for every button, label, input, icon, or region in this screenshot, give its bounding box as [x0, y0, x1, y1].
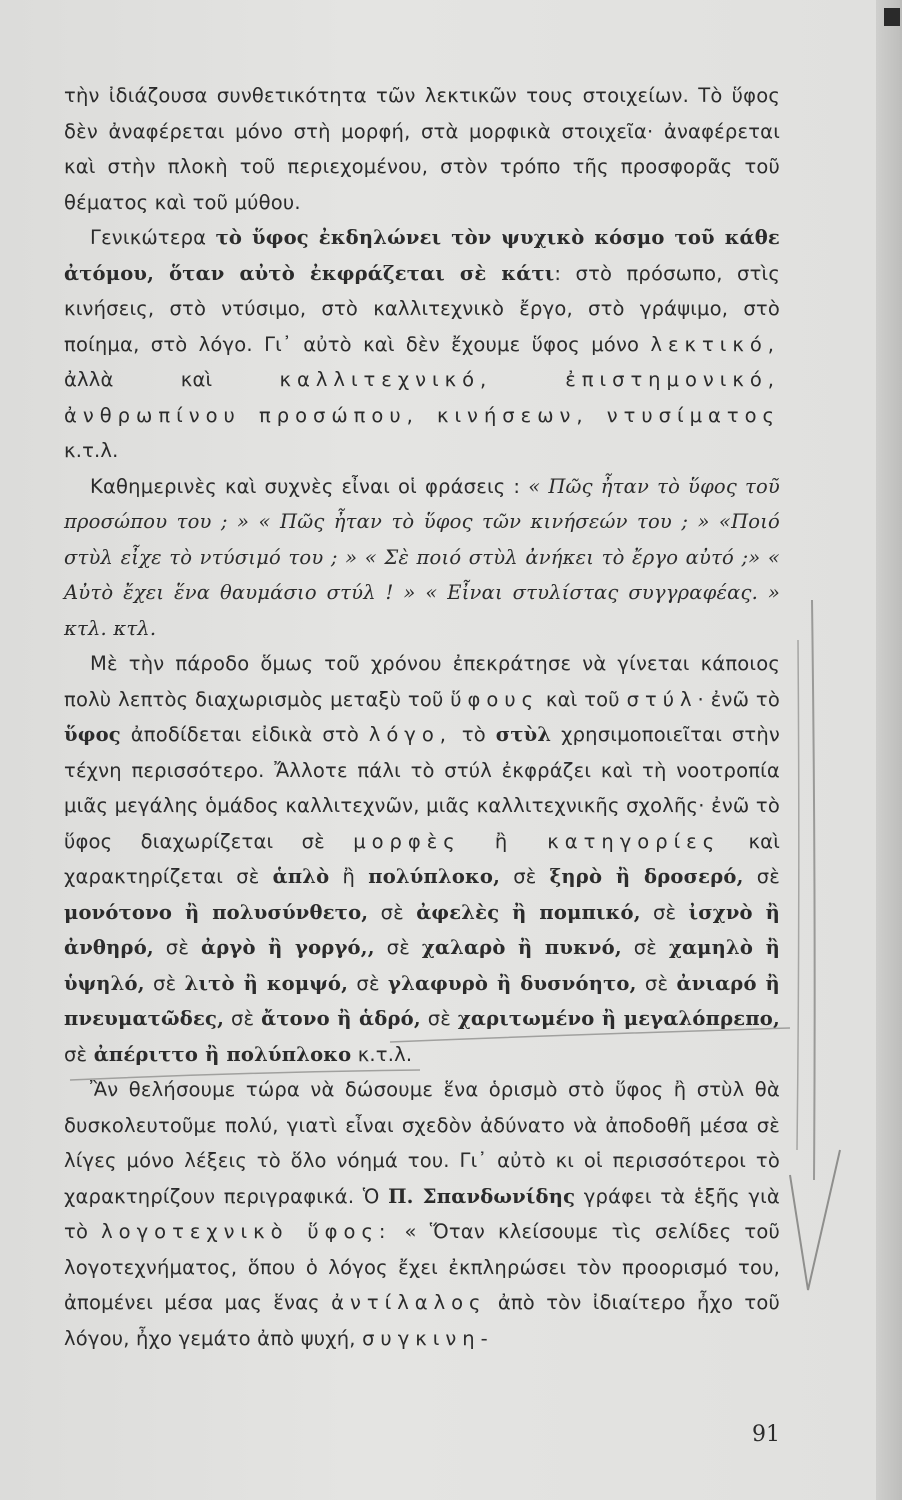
paragraph-2: Γενικώτερα τὸ ὕφος ἐκδηλώνει τὸν ψυχικὸ κόσμο τοῦ κάθε ἀτόμου, ὅταν αὐτὸ ἐκφράζεται σὲ κάτι: στὸ πρόσωπο, στὶς κινήσεις, στὸ ντύσιμο, στὸ καλλιτεχνικὸ ἔργο, στὸ γράψιμο, στὸ ποίημα, στὸ λόγο. Γι᾽ αὐτὸ καὶ δὲν ἔχουμε ὕφος μόνο λεκτικό, ἀλλὰ καὶ καλλιτεχνικό, ἐπιστημονικό, ἀνθρωπίνου προσώπου, κινήσεων, ντυσίματος κ.τ.λ. [64, 226, 780, 462]
paragraph-1: τὴν ἰδιάζουσα συνθετικότητα τῶν λεκτικῶν τους στοιχείων. Τὸ ὕφος δὲν ἀναφέρεται μόνο στὴ μορφή, στὰ μορφικὰ στοιχεῖα· ἀναφέρεται καὶ στὴν πλοκὴ τοῦ περιεχομένου, στὸν τρόπο τῆς προσφορᾶς τοῦ θέματος καὶ τοῦ μύθου. [64, 84, 780, 214]
pencil-line-inner [797, 640, 799, 1150]
pencil-line-outer [812, 600, 815, 1180]
paragraph-5: Ἂν θελήσουμε τώρα νὰ δώσουμε ἕνα ὁρισμὸ στὸ ὕφος ἢ στὺλ θὰ δυσκολευτοῦμε πολύ, γιατὶ εἶναι σχεδὸν ἀδύνατο νὰ ἀποδοθῆ μέσα σὲ λίγες μόνο λέξεις τὸ ὅλο νόημά του. Γι᾽ αὐτὸ κι οἱ περισσότεροι τὸ χαρακτηρίζουν περιγραφικά. Ὁ Π. Σπανδωνίδης γράφει τὰ ἑξῆς γιὰ τὸ λογοτεχνικὸ ὕφος: « Ὅταν κλείσουμε τὶς σελίδες τοῦ λογοτεχνήματος, ὅπου ὁ λόγος ἔχει ἐκπληρώσει τὸν προορισμό του, ἀπομένει μέσα μας ἕνας ἀντίλαλος ἀπὸ τὸν ἰδιαίτερο ἦχο τοῦ λόγου, ἦχο γεμάτο ἀπὸ ψυχή, συγκινη- [64, 1078, 780, 1350]
paragraph-4: Μὲ τὴν πάροδο ὅμως τοῦ χρόνου ἐπεκράτησε νὰ γίνεται κάποιος πολὺ λεπτὸς διαχωρισμὸς μεταξὺ τοῦ ὕφους καὶ τοῦ στύλ· ἐνῶ τὸ ὕφος ἀποδίδεται εἰδικὰ στὸ λόγο, τὸ στὺλ χρησιμοποιεῖται στὴν τέχνη περισσότερο. Ἄλλοτε πάλι τὸ στύλ ἐκφράζει καὶ τὴ νοοτροπία μιᾶς μεγάλης ὁμάδος καλλιτεχνῶν, μιᾶς καλλιτεχνικῆς σχολῆς· ἐνῶ τὸ ὕφος διαχωρίζεται σὲ μορφὲς ἢ κατηγορίες καὶ χαρακτηρίζεται σὲ ἁπλὸ ἢ πολύπλοκο, σὲ ξηρὸ ἢ δροσερό, σὲ μονότονο ἢ πολυσύνθετο, σὲ ἀφελὲς ἢ πομπικό, σὲ ἰσχνὸ ἢ ἀνθηρό, σὲ ἀργὸ ἢ γοργό,, σὲ χαλαρὸ ἢ πυκνό, σὲ χαμηλὸ ἢ ὑψηλό, σὲ λιτὸ ἢ κομψό, σὲ γλαφυρὸ ἢ δυσνόητο, σὲ ἀνιαρό ἢ πνευματῶδες, σὲ ἄτονο ἢ ἁδρό, σὲ χαριτωμένο ἢ μεγαλόπρεπο, σὲ ἀπέριττο ἢ πολύπλοκο κ.τ.λ. [64, 652, 781, 1066]
page-number: 91 [752, 1422, 780, 1447]
page-edge [876, 0, 902, 1500]
pencil-check-mark [790, 1150, 840, 1290]
body-text [64, 78, 780, 1356]
paragraph-3: Καθημερινὲς καὶ συχνὲς εἶναι οἱ φράσεις : « Πῶς ἦταν τὸ ὕφος τοῦ προσώπου του ; » « Πῶς ἦταν τὸ ὕφος τῶν κινήσεών του ; » «Ποιό στὺλ εἶχε τὸ ντύσιμό του ; » « Σὲ ποιό στὺλ ἀνήκει τὸ ἔργο αὐτό ;» « Αὐτὸ ἔχει ἕνα θαυμάσιο στύλ ! » « Εἶναι στυλίστας συγγραφέας. » κτλ. κτλ. [64, 474, 780, 640]
scan-tab-mark [884, 8, 900, 26]
